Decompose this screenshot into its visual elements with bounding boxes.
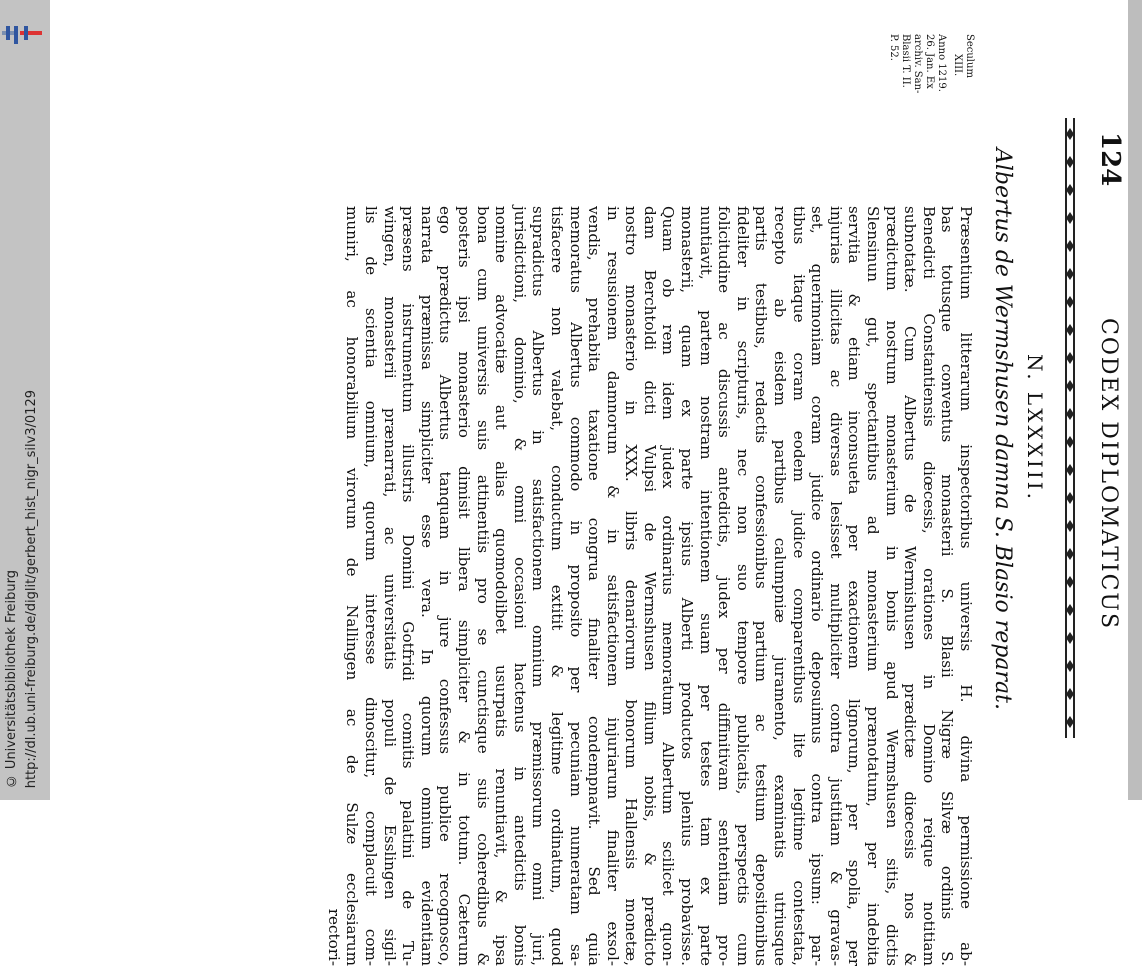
copyright-notice: © Universitätsbibliothek Freiburg <box>4 569 19 788</box>
text-line: supradictus Albertus in satisfactionem omnium præmissorum omni juri, <box>529 206 548 966</box>
text-line: præsens instrumentum illustris Domini Gotfridi comitis palatini de Tu- <box>399 206 418 966</box>
text-line: bas totusque conventus monasterii S. Blasii Nigræ Silvæ ordinis S. <box>938 206 957 966</box>
text-line: ego prædictus Albertus tanquam in jure confessus publice recognosco, <box>436 206 455 966</box>
text-line: tibus itaque coram eodem judice comparentibus lite legitime contestata, <box>789 206 808 966</box>
text-line: servitia & etiam inconsueta per exactionem lignorum, per spolia, per <box>845 206 864 966</box>
margin-page-ref: P. 52. <box>888 34 899 61</box>
text-line: memoratus Albertus commodo in proposito per pecuniam numeratam sa- <box>566 206 585 966</box>
text-line: folicitudine ac discussis antedictis, judex per diffinitivam sententiam pro- <box>715 206 734 966</box>
text-line: fideliter in scripturis, nec non suo tempore publicatis, perspectis cum <box>733 206 752 966</box>
text-line: nomine advocatiæ aut alias quomodolibet usurpatis renuntiavit, & ipsa <box>492 206 511 966</box>
library-logo-icon <box>0 22 44 46</box>
margin-seculum-num: XIII. <box>952 54 963 77</box>
page-header <box>1095 118 1125 738</box>
text-line: rectori- <box>324 908 343 966</box>
text-line: jurisdictioni, dominio, & omni occasioni hactenus in antedictis bonis <box>510 206 529 966</box>
text-line: nostro monasterio in XXX. libris denariorum bonorum Hallensis monetæ, <box>622 206 641 966</box>
text-line: lis de scientia omnium, quorum interesse dinoscitur, complacuit com- <box>362 206 380 966</box>
source-url[interactable]: http://dl.ub.uni-freiburg.de/diglit/gerbert_hist_nigr_silv3/0129 <box>24 389 39 788</box>
ornamental-border <box>1063 118 1077 738</box>
document-number: N. LXXXIII. <box>1023 354 1047 502</box>
page-number: 124 <box>1095 132 1125 187</box>
text-line: injurias illicitas ac diversas lesisset multipliciter contra justitiam & gravas- <box>826 206 845 966</box>
text-line: Slensinun gut, spectantibus ad monasterium prænotatum, per indebita <box>864 206 883 966</box>
margin-seculum: Seculum <box>964 34 975 78</box>
viewer-sidebar <box>0 0 50 800</box>
text-line: wingen, monasterii prænarrati, ac universitatis populi de Esslingen sigil- <box>380 206 399 966</box>
margin-date: 26. Jan. Ex <box>924 34 935 89</box>
text-line: partis testibus, redactis confessionibus partium ac testium depositionibus <box>752 206 771 966</box>
text-line: bona cum universis suis attinentiis pro se cunctisque suis coheredibus & <box>473 206 492 966</box>
scanned-page <box>50 0 1128 966</box>
margin-archiv: archiv. San- <box>912 34 923 94</box>
text-line: prædictum nostrum monasterium in bonis apud Wermshusen sitis, dictis <box>882 206 901 966</box>
text-line: narrata præmissa simpliciter esse vera. In quorum omnium evidentiam <box>417 206 436 966</box>
margin-anno: Anno 1219. <box>936 34 947 92</box>
body-text <box>324 206 975 966</box>
text-line: subnotatæ. Cum Albertus de Wermishusen prædictæ diœcesis nos & <box>901 206 920 966</box>
text-line: monasterii, quam ex parte ipsius Alberti productos plenius probavisse. <box>678 206 697 966</box>
text-line: set, querimoniam coram judice ordinario deposuimus contra ipsum: par- <box>808 206 827 966</box>
text-line: Præsentium litterarum inspectoribus universis H. divina permissione ab- <box>957 206 975 966</box>
running-head: CODEX DIPLOMATICUS <box>1096 318 1121 631</box>
text-line: dam Berchtoldi dicti Vulpsi de Wermshusen filium nobis, & prædicto <box>640 206 659 966</box>
margin-blasii: Blasii T. II. <box>900 34 911 88</box>
text-line: posteris ipsi monasterio dimisit libera simpliciter & in totum. Cæterum <box>454 206 473 966</box>
text-line: in resusionem damnorum & in satisfactionem injuriarum finaliter exsol- <box>603 206 622 966</box>
text-line: muniri, ac honorabilium virorum de Nallingen ac de Sulze ecclesiarum <box>343 206 362 966</box>
text-line: Quam ob rem idem judex ordinarius memoratum Albertum scilicet quon- <box>659 206 678 966</box>
text-line: tisfacere non valebat, conductum extitit & legitime ordinatum, quod <box>547 206 566 966</box>
document-title: Albertus de Wermshusen damna S. Blasio reparat. <box>990 148 1015 710</box>
text-line: recepto ab eisdem partibus calumpniæ juramento, examinatis utriusque <box>771 206 790 966</box>
text-line: nuntiavit, partem nostram intentionem suam per testes tam ex parte <box>696 206 715 966</box>
text-line: Benedicti Constantiensis diœcesis, orationes in Domino reique notitiam <box>919 206 938 966</box>
scrollbar[interactable] <box>1128 0 1142 800</box>
page-content <box>195 34 1125 966</box>
text-line: vendis, prehabita taxatione congrua finaliter condempnavit. Sed quia <box>585 206 604 966</box>
